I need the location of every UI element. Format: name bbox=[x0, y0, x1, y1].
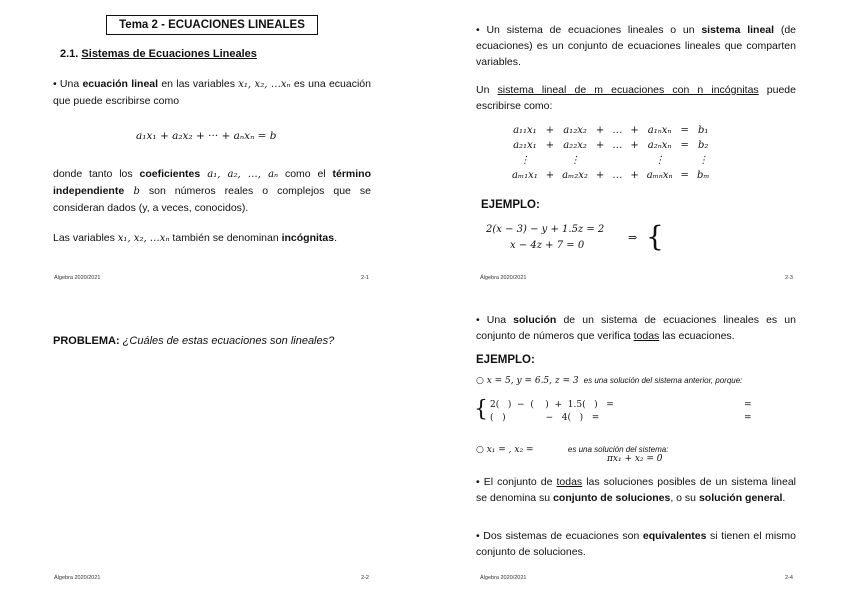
system-cell: bₘ bbox=[696, 170, 710, 181]
system-cell bbox=[677, 153, 693, 168]
system-cell: a₂₁x₁ bbox=[513, 140, 537, 151]
footer-page: 2-1 bbox=[361, 275, 369, 281]
system-cell: aₘ₁x₁ bbox=[512, 170, 538, 181]
system-cell: + bbox=[595, 170, 605, 181]
footer-page: 2-4 bbox=[785, 575, 793, 581]
term-unknowns: incógnitas bbox=[281, 232, 335, 244]
linear-equation-formula: a₁x₁ + a₂x₂ + ··· + aₙxₙ = b bbox=[136, 130, 277, 142]
system-form-paragraph: Un sistema lineal de m ecuaciones con n incógnitas puede escribirse como: bbox=[476, 84, 796, 112]
equivalent-systems-definition: • Dos sistemas de ecuaciones son equivalentes si tienen el mismo conjunto de soluciones. bbox=[476, 530, 796, 558]
term-independent: término independiente bbox=[53, 168, 371, 197]
system-cell: aₘ₂x₂ bbox=[562, 170, 588, 181]
linear-system-definition: • Un sistema de ecuaciones lineales o un sistema lineal (de ecuaciones) es un conjunto de ecuaciones lineales que comparten variables. bbox=[476, 24, 797, 68]
system-cell: + bbox=[595, 125, 605, 136]
linear-equation-definition: • Una ecuación lineal en las variables x₁, x₂, …xₙ es una ecuación que puede escribirse como bbox=[53, 78, 371, 107]
system-cell: … bbox=[612, 170, 623, 181]
term-equivalent: equivalentes bbox=[642, 530, 707, 542]
system-cell: + bbox=[545, 170, 555, 181]
system-cell bbox=[542, 153, 558, 168]
system-cell bbox=[592, 153, 608, 168]
footer-course: Álgebra 2020/2021 bbox=[54, 575, 101, 581]
system-cell: … bbox=[612, 140, 623, 151]
slide-2-3 bbox=[424, 0, 848, 300]
term-solution-set: conjunto de soluciones bbox=[553, 492, 671, 504]
example-label: EJEMPLO: bbox=[476, 354, 535, 366]
slide-2-1 bbox=[0, 0, 424, 300]
system-size-underlined: sistema lineal de m ecuaciones con n incógnitas bbox=[497, 84, 759, 96]
section-heading bbox=[60, 48, 257, 60]
check-brace: { bbox=[474, 397, 488, 422]
example-label: EJEMPLO: bbox=[481, 199, 540, 211]
term-linear-system: sistema lineal bbox=[701, 24, 775, 36]
solution-example-1: ○ x = 5, y = 6.5, z = 3 es una solución del sistema anterior, porque: bbox=[476, 376, 743, 386]
footer-page: 2-2 bbox=[361, 575, 369, 581]
slide-2-2 bbox=[0, 300, 424, 600]
system-row bbox=[508, 168, 713, 183]
check-row-1: 2( ) − ( ) + 1.5( ) = bbox=[490, 400, 614, 410]
system-cell: a₂₂x₂ bbox=[563, 140, 587, 151]
coefficients-paragraph: donde tanto los coeficientes a₁, a₂, …, aₙ como el término independiente b son números reales o complejos que se consideran dados (y, a veces, conocidos). bbox=[53, 168, 371, 214]
footer-course: Álgebra 2020/2021 bbox=[480, 275, 527, 281]
empty-system-brace: { bbox=[646, 220, 664, 253]
system-cell: a₁ₙxₙ bbox=[647, 125, 672, 136]
problem-statement bbox=[53, 335, 334, 347]
system-cell: b₂ bbox=[698, 140, 709, 151]
system-cell: ⋮ bbox=[698, 155, 709, 166]
system-cell: a₂ₙxₙ bbox=[647, 140, 672, 151]
system-cell: + bbox=[630, 170, 639, 181]
footer-page: 2-3 bbox=[785, 275, 793, 281]
section-title: Sistemas de Ecuaciones Lineales bbox=[81, 48, 257, 60]
term-coefficients: coeficientes bbox=[139, 168, 201, 180]
general-linear-system bbox=[508, 123, 713, 183]
chapter-title: Tema 2 - ECUACIONES LINEALES bbox=[106, 15, 318, 35]
system-cell: aₘₙxₙ bbox=[646, 170, 673, 181]
system-cell: … bbox=[612, 125, 623, 136]
system-row bbox=[508, 138, 713, 153]
term-linear-equation: ecuación lineal bbox=[82, 78, 159, 90]
system-cell: ⋮ bbox=[519, 155, 530, 166]
system-cell: + bbox=[545, 125, 555, 136]
solution-example-2-equation: πx₁ + x₂ = 0 bbox=[607, 454, 663, 464]
system-cell: + bbox=[595, 140, 605, 151]
check-row-2: ( ) − 4( ) = bbox=[490, 413, 600, 423]
check-row-1-end: = bbox=[744, 400, 752, 410]
system-cell: a₁₁x₁ bbox=[513, 125, 537, 136]
term-solution: solución bbox=[513, 314, 557, 326]
footer-course: Álgebra 2020/2021 bbox=[480, 575, 527, 581]
section-number: 2.1. bbox=[60, 48, 79, 60]
problem-label: PROBLEMA: bbox=[53, 335, 120, 347]
system-cell: = bbox=[680, 170, 689, 181]
system-row bbox=[508, 123, 713, 138]
example-equation-2: x − 4z + 7 = 0 bbox=[510, 240, 585, 251]
unknowns-paragraph: Las variables x₁, x₂, …xₙ también se denominan incógnitas. bbox=[53, 232, 338, 244]
check-row-2-end: = bbox=[744, 413, 752, 423]
implies-arrow: ⇒ bbox=[628, 231, 638, 244]
system-cell: = bbox=[680, 140, 689, 151]
system-cell bbox=[608, 153, 626, 168]
system-cell: = bbox=[680, 125, 689, 136]
system-cell: + bbox=[630, 125, 639, 136]
system-cell: ⋮ bbox=[570, 155, 581, 166]
system-cell: ⋮ bbox=[654, 155, 665, 166]
system-cell bbox=[626, 153, 642, 168]
example-equation-1: 2(x − 3) − y + 1.5z = 2 bbox=[486, 224, 605, 235]
footer-course: Álgebra 2020/2021 bbox=[54, 275, 101, 281]
solution-set-definition: • El conjunto de todas las soluciones posibles de un sistema lineal se denomina su conjunto de soluciones, o su solución general. bbox=[476, 476, 796, 504]
system-cell: + bbox=[630, 140, 639, 151]
problem-question: ¿Cuáles de estas ecuaciones son lineales? bbox=[119, 335, 335, 347]
system-cell: + bbox=[545, 140, 555, 151]
solution-definition: • Una solución de un sistema de ecuaciones lineales es un conjunto de números que verifica todas las ecuaciones. bbox=[476, 314, 796, 342]
system-cell: a₁₂x₂ bbox=[563, 125, 587, 136]
slide-2-4 bbox=[424, 300, 848, 600]
system-row bbox=[508, 153, 713, 168]
term-general-solution: solución general bbox=[698, 492, 783, 504]
solution-example-2: ○ x₁ = , x₂ = es una solución del sistema: bbox=[476, 445, 669, 455]
system-cell: b₁ bbox=[698, 125, 709, 136]
